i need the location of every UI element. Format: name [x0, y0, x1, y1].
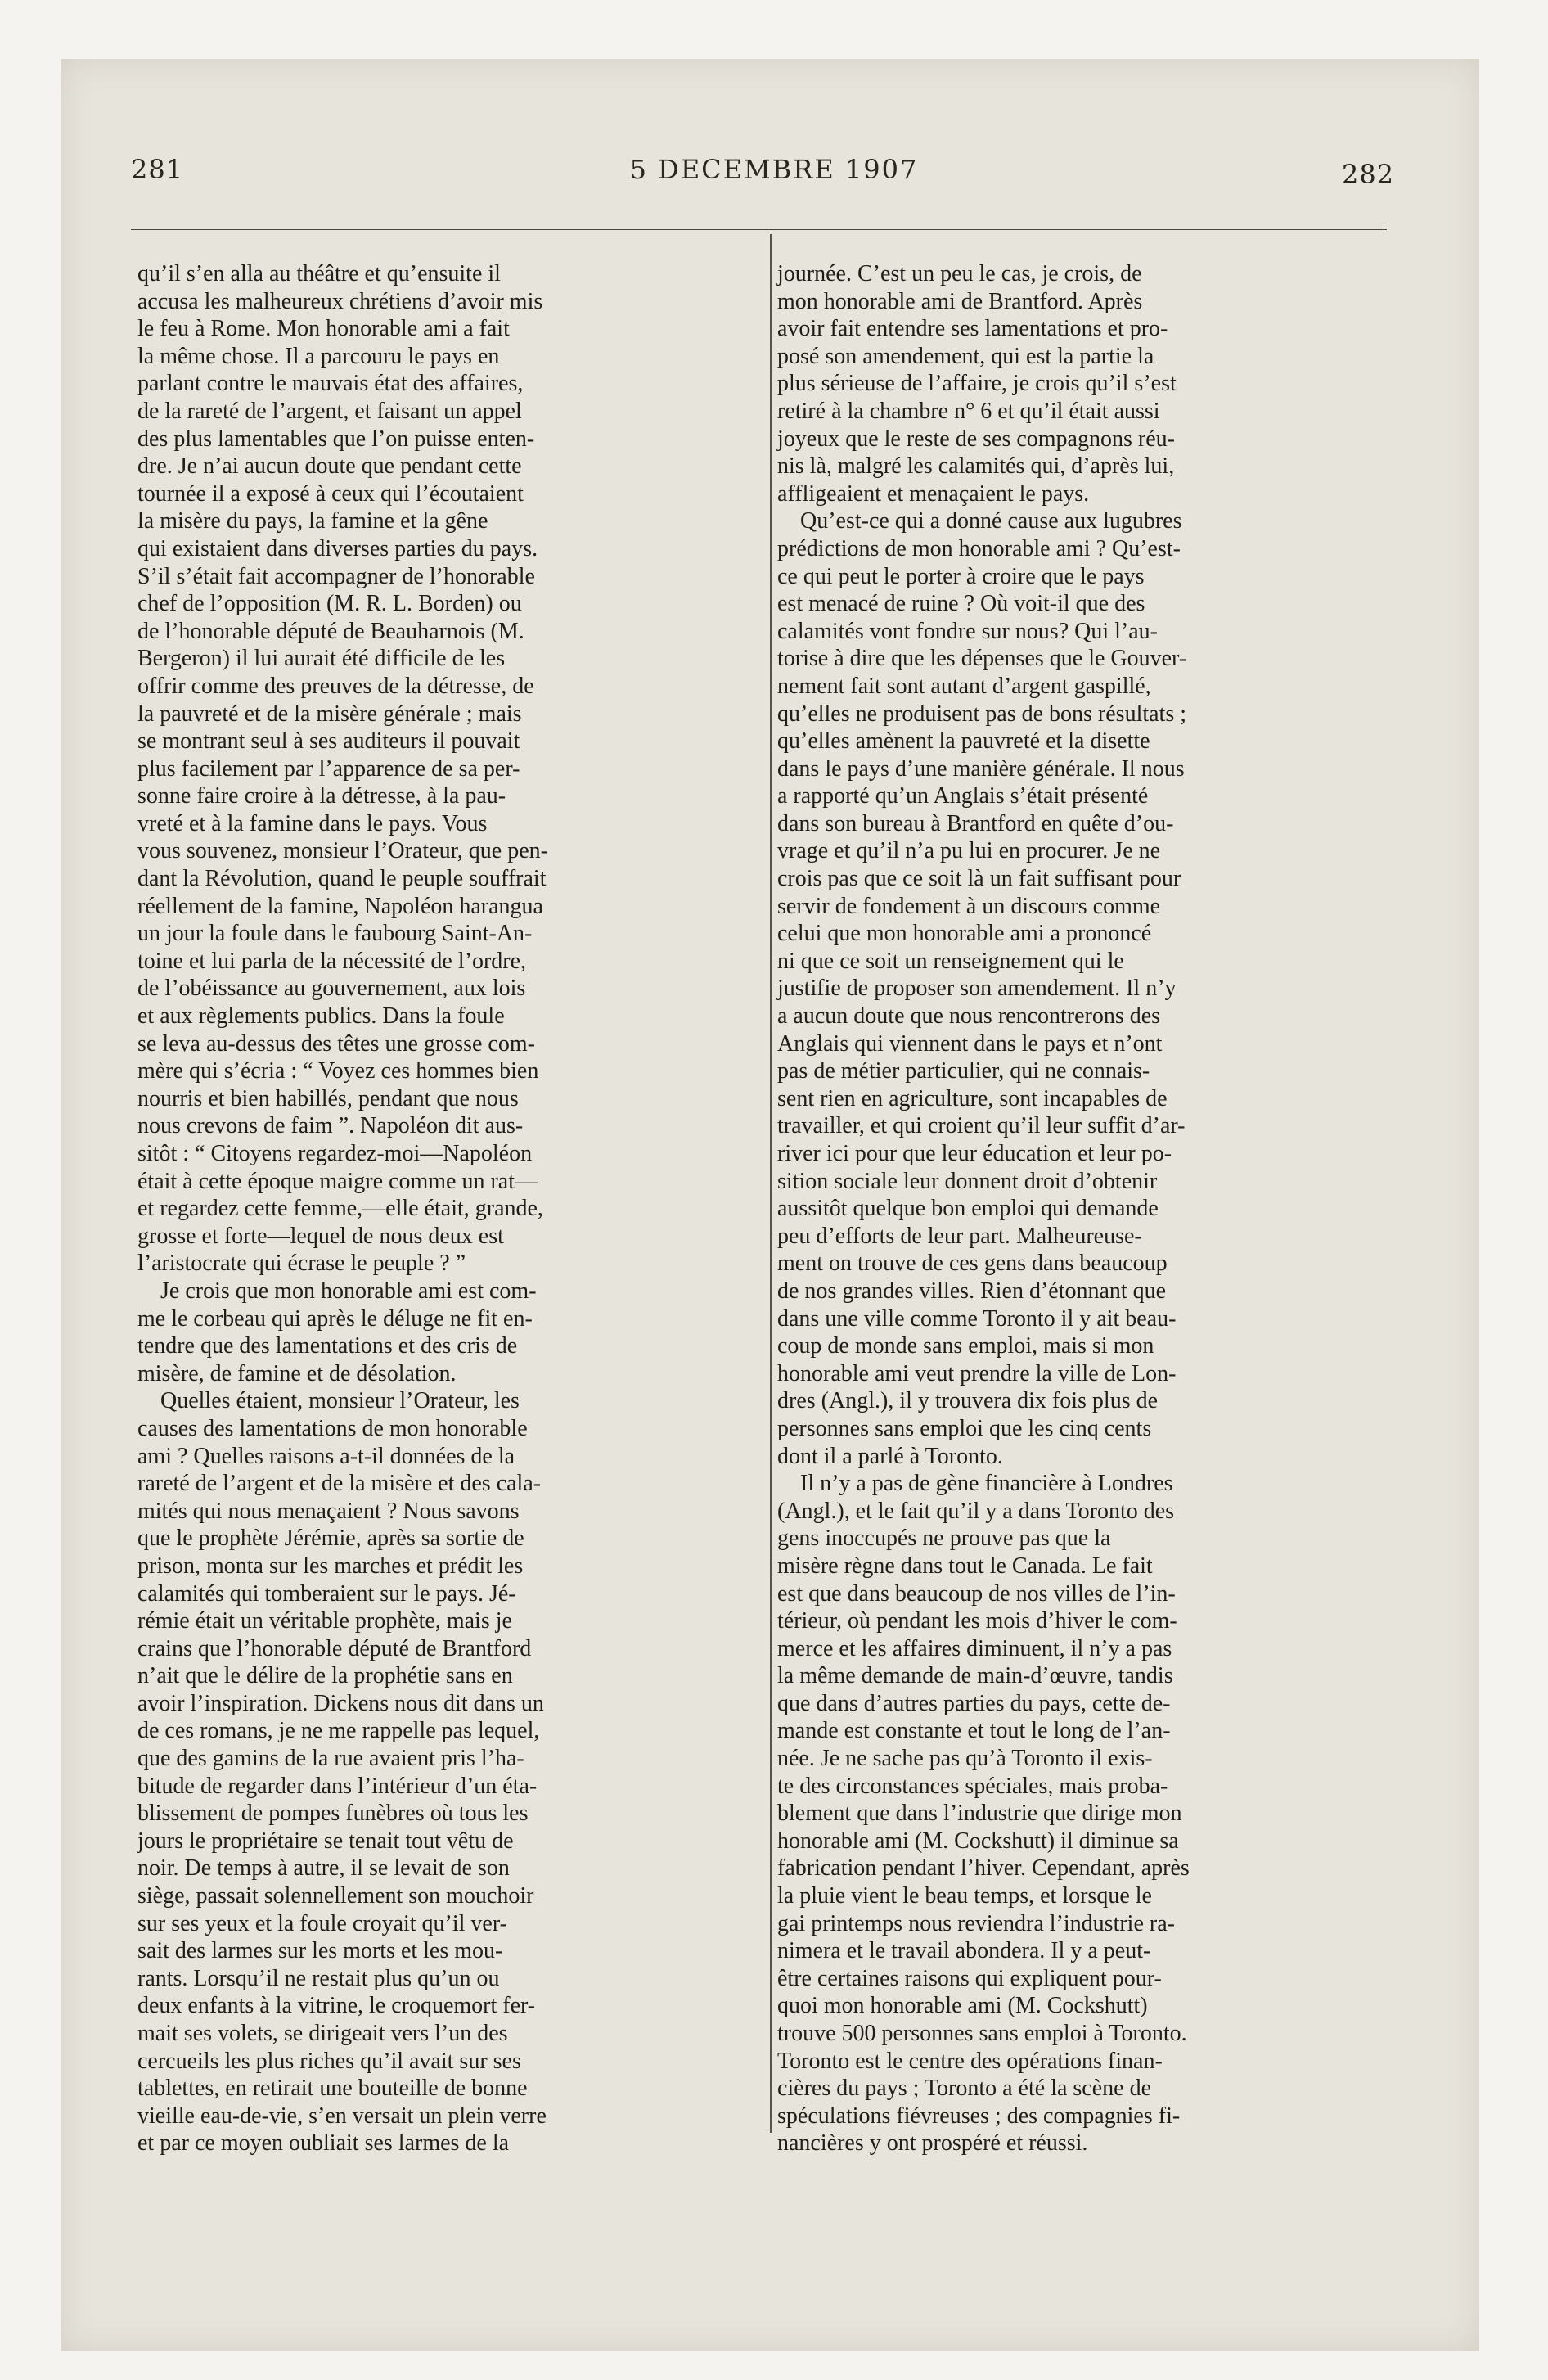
- page-number-right: 282: [1342, 159, 1395, 190]
- page-date: 5 DECEMBRE 1907: [629, 154, 919, 185]
- column-divider: [770, 234, 772, 2133]
- text-column-right: journée. C’est un peu le cas, je crois, de mon honorable ami de Brantford. Après avoir fait entendre ses lamentations et pro- posé son amendement, qui est la partie la plus sérieuse de l’affaire, je crois qu’il s’est retiré à la chambre n° 6 et qu’il était aussi joyeux que le reste de ses compagnons réu- nis là, malgré les calamités qui, d’après lui, affligeaient et menaçaient le pays. Qu’est-ce qui a donné cause aux lugubres prédictions de mon honorable ami ? Qu’est- ce qui peut le porter à croire que le pays est menacé de ruine ? Où voit-il que des calamités vont fondre sur nous? Qui l’au- torise à dire que les dépenses que le Gouver- nement fait sont autant d’argent gaspillé, qu’elles ne produisent pas de bons résultats ; qu’elles amènent la pauvreté et la disette dans le pays d’une manière générale. Il nous a rapporté qu’un Anglais s’était présenté dans son bureau à Brantford en quête d’ou- vrage et qu’il n’a pu lui en procurer. Je ne crois pas que ce soit là un fait suffisant pour servir de fondement à un discours comme celui que mon honorable ami a prononcé ni que ce soit un renseignement qui le justifie de proposer son amendement. Il n’y a aucun doute que nous rencontrerons des Anglais qui viennent dans le pays et n’ont pas de métier particulier, qui ne connais- sent rien en agriculture, sont incapables de travailler, et qui croient qu’il leur suffit d’ar- river ici pour que leur éducation et leur po- sition sociale leur donnent droit d’obtenir aussitôt quelque bon emploi qui demande peu d’efforts de leur part. Malheureuse- ment on trouve de ces gens dans beaucoup de nos grandes villes. Rien d’étonnant que dans une ville comme Toronto il y ait beau- coup de monde sans emploi, mais si mon honorable ami veut prendre la ville de Lon- dres (Angl.), il y trouvera dix fois plus de personnes sans emploi que les cinq cents dont il a parlé à Toronto. Il n’y a pas de gène financière à Londres (Angl.), et le fait qu’il y a dans Toronto des gens inoccupés ne prouve pas que la misère règne dans tout le Canada. Le fait est que dans beaucoup de nos villes de l’in- térieur, où pendant les mois d’hiver le com- merce et les affaires diminuent, il n’y a pas la même demande de main-d’œuvre, tandis que dans d’autres parties du pays, cette de- mande est constante et tout le long de l’an- née. Je ne sache pas qu’à Toronto il exis- te des circonstances spéciales, mais proba- blement que dans l’industrie que dirige mon honorable ami (M. Cockshutt) il diminue sa fabrication pendant l’hiver. Cependant, après la pluie vient le beau temps, et lorsque le gai printemps nous reviendra l’industrie ra- nimera et le travail abondera. Il y a peut- être certaines raisons qui expliquent pour- quoi mon honorable ami (M. Cockshutt) trouve 500 personnes sans emploi à Toronto. Toronto est le centre des opérations finan- cières du pays ; Toronto a été la scène de spéculations fiévreuses ; des compagnies fi- nancières y ont prospéré et réussi.: [777, 261, 1190, 2157]
- page-number-left: 281: [131, 154, 184, 185]
- header-rule: [131, 228, 1387, 230]
- text-column-left: qu’il s’en alla au théâtre et qu’ensuite il accusa les malheureux chrétiens d’avoir mis le feu à Rome. Mon honorable ami a fait la même chose. Il a parcouru le pays en parlant contre le mauvais état des affaires, de la rareté de l’argent, et faisant un appel des plus lamentables que l’on puisse enten- dre. Je n’ai aucun doute que pendant cette tournée il a exposé à ceux qui l’écoutaient la misère du pays, la famine et la gêne qui existaient dans diverses parties du pays. S’il s’était fait accompagner de l’honorable chef de l’opposition (M. R. L. Borden) ou de l’honorable député de Beauharnois (M. Bergeron) il lui aurait été difficile de les offrir comme des preuves de la détresse, de la pauvreté et de la misère générale ; mais se montrant seul à ses auditeurs il pouvait plus facilement par l’apparence de sa per- sonne faire croire à la détresse, à la pau- vreté et à la famine dans le pays. Vous vous souvenez, monsieur l’Orateur, que pen- dant la Révolution, quand le peuple souffrait réellement de la famine, Napoléon harangua un jour la foule dans le faubourg Saint-An- toine et lui parla de la nécessité de l’ordre, de l’obéissance au gouvernement, aux lois et aux règlements publics. Dans la foule se leva au-dessus des têtes une grosse com- mère qui s’écria : “ Voyez ces hommes bien nourris et bien habillés, pendant que nous nous crevons de faim ”. Napoléon dit aus- sitôt : “ Citoyens regardez-moi—Napoléon était à cette époque maigre comme un rat— et regardez cette femme,—elle était, grande, grosse et forte—lequel de nous deux est l’aristocrate qui écrase le peuple ? ” Je crois que mon honorable ami est com- me le corbeau qui après le déluge ne fit en- tendre que des lamentations et des cris de misère, de famine et de désolation. Quelles étaient, monsieur l’Orateur, les causes des lamentations de mon honorable ami ? Quelles raisons a-t-il données de la rareté de l’argent et de la misère et des cala- mités qui nous menaçaient ? Nous savons que le prophète Jérémie, après sa sortie de prison, monta sur les marches et prédit les calamités qui tomberaient sur le pays. Jé- rémie était un véritable prophète, mais je crains que l’honorable député de Brantford n’ait que le délire de la prophétie sans en avoir l’inspiration. Dickens nous dit dans un de ces romans, je ne me rappelle pas lequel, que des gamins de la rue avaient pris l’ha- bitude de regarder dans l’intérieur d’un éta- blissement de pompes funèbres où tous les jours le propriétaire se tenait tout vêtu de noir. De temps à autre, il se levait de son siège, passait solennellement son mouchoir sur ses yeux et la foule croyait qu’il ver- sait des larmes sur les morts et les mou- rants. Lorsqu’il ne restait plus qu’un ou deux enfants à la vitrine, le croquemort fer- mait ses volets, se dirigeait vers l’un des cercueils les plus riches qu’il avait sur ses tablettes, en retirait une bouteille de bonne vieille eau-de-vie, s’en versait un plein verre et par ce moyen oubliait ses larmes de la: [137, 261, 548, 2157]
